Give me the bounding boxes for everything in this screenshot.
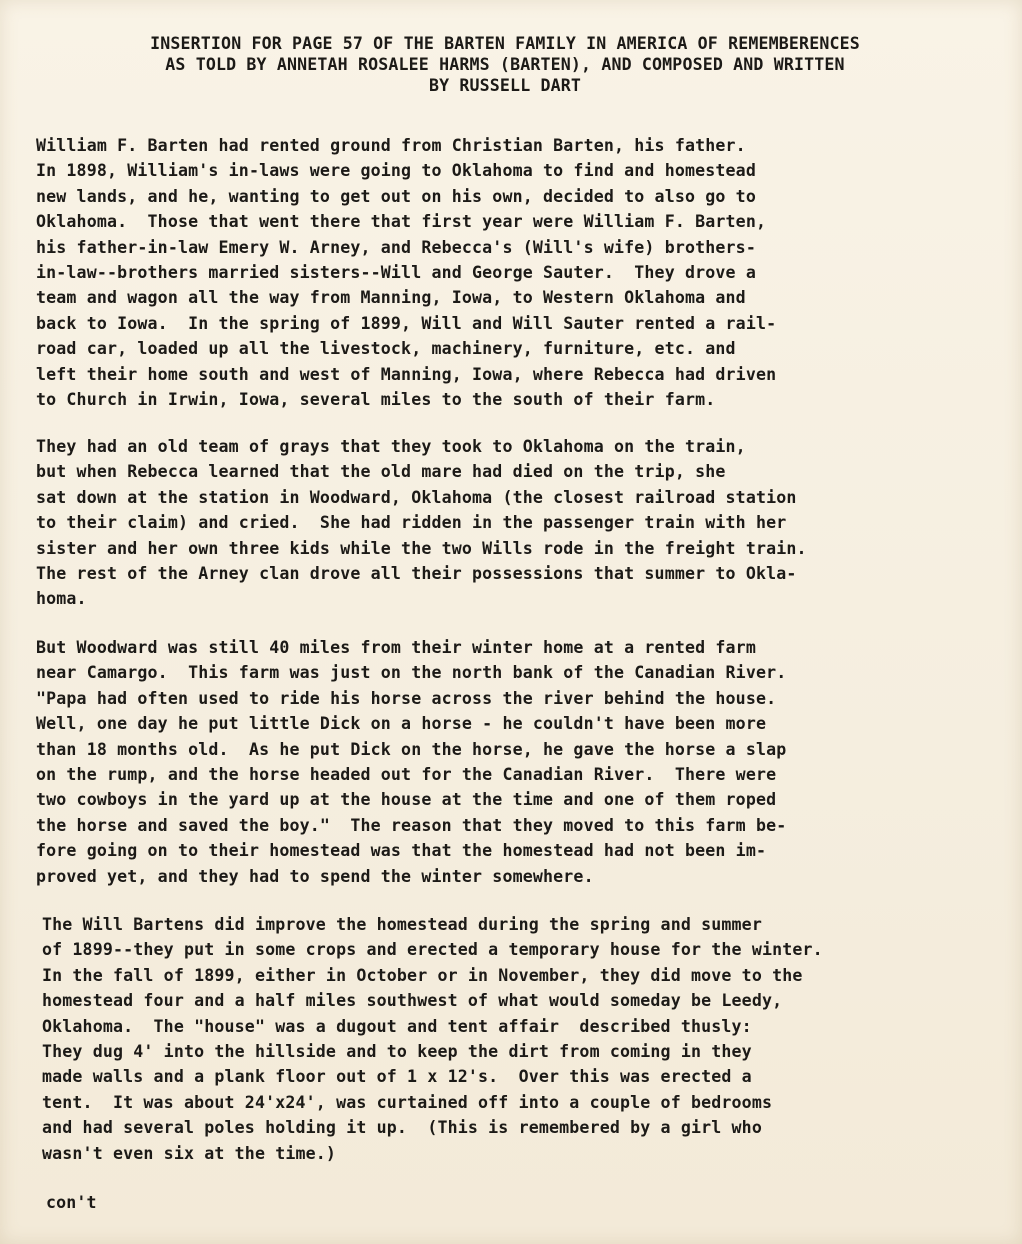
text-line: sat down at the station in Woodward, Oklahoma (the closest railroad station: [36, 487, 797, 507]
text-line: Oklahoma. The "house" was a dugout and tent affair described thusly:: [42, 1016, 752, 1036]
paragraph-2: [36, 434, 1006, 612]
text-line: proved yet, and they had to spend the winter somewhere.: [36, 866, 594, 886]
text-line: to their claim) and cried. She had ridden in the passenger train with her: [36, 513, 787, 533]
header-line-1: INSERTION FOR PAGE 57 OF THE BARTEN FAMILY IN AMERICA OF REMEMBERENCES: [150, 34, 860, 53]
text-line: made walls and a plank floor out of 1 x 12's. Over this was erected a: [42, 1067, 752, 1087]
continued-note: con't: [46, 1193, 97, 1212]
text-line: The Will Bartens did improve the homestead during the spring and summer: [42, 915, 762, 934]
text-line: to Church in Irwin, Iowa, several miles to the south of their farm.: [36, 390, 716, 410]
text-line: In 1898, William's in-laws were going to Oklahoma to find and homestead: [36, 161, 756, 181]
text-line: Oklahoma. Those that went there that first year were William F. Barten,: [36, 212, 767, 232]
header-line-3: BY RUSSELL DART: [428, 76, 582, 95]
text-line: homestead four and a half miles southwest of what would someday be Leedy,: [42, 991, 783, 1011]
text-line: but when Rebecca learned that the old mare had died on the trip, she: [36, 462, 726, 482]
text-line: William F. Barten had rented ground from Christian Barten, his father.: [36, 136, 746, 155]
text-line: on the rump, and the horse headed out for the Canadian River. There were: [36, 765, 777, 785]
text-line: than 18 months old. As he put Dick on the horse, he gave the horse a slap: [36, 739, 787, 759]
text-line: near Camargo. This farm was just on the north bank of the Canadian River.: [36, 663, 787, 683]
text-line: But Woodward was still 40 miles from their winter home at a rented farm: [36, 638, 756, 657]
text-line: Well, one day he put little Dick on a horse - he couldn't have been more: [36, 714, 767, 734]
text-line: sister and her own three kids while the two Wills rode in the freight train.: [36, 538, 807, 558]
document-header: [30, 33, 980, 96]
text-line: The rest of the Arney clan drove all their possessions that summer to Okla-: [36, 564, 797, 584]
text-line: tent. It was about 24'x24', was curtained off into a couple of bedrooms: [42, 1092, 773, 1112]
text-line: They dug 4' into the hillside and to keep the dirt from coming in they: [42, 1042, 752, 1062]
text-line: his father-in-law Emery W. Arney, and Rebecca's (Will's wife) brothers-: [36, 237, 756, 257]
text-line: road car, loaded up all the livestock, machinery, furniture, etc. and: [36, 339, 736, 359]
header-line-2: AS TOLD BY ANNETAH ROSALEE HARMS (BARTEN), AND COMPOSED AND WRITTEN: [165, 55, 845, 74]
text-line: the horse and saved the boy." The reason that they moved to this farm be-: [36, 815, 787, 835]
text-line: homa.: [36, 589, 87, 609]
text-line: team and wagon all the way from Manning, Iowa, to Western Oklahoma and: [36, 288, 746, 308]
paragraph-1: [36, 133, 1006, 412]
text-line: left their home south and west of Manning, Iowa, where Rebecca had driven: [36, 364, 777, 384]
text-line: fore going on to their homestead was that the homestead had not been im-: [36, 841, 767, 861]
text-line: "Papa had often used to ride his horse across the river behind the house.: [36, 688, 777, 708]
text-line: back to Iowa. In the spring of 1899, Will and Will Sauter rented a rail-: [36, 313, 777, 333]
text-line: In the fall of 1899, either in October or in November, they did move to the: [42, 965, 803, 985]
text-line: They had an old team of grays that they took to Oklahoma on the train,: [36, 437, 746, 456]
text-line: two cowboys in the yard up at the house at the time and one of them roped: [36, 790, 777, 810]
text-line: new lands, and he, wanting to get out on his own, decided to also go to: [36, 186, 756, 206]
text-line: wasn't even six at the time.): [42, 1143, 337, 1163]
text-line: of 1899--they put in some crops and erected a temporary house for the winter.: [42, 940, 823, 960]
text-line: and had several poles holding it up. (This is remembered by a girl who: [42, 1118, 762, 1138]
text-line: in-law--brothers married sisters--Will and George Sauter. They drove a: [36, 263, 756, 283]
paragraph-3: [36, 635, 1006, 889]
paragraph-4: [42, 912, 1012, 1166]
